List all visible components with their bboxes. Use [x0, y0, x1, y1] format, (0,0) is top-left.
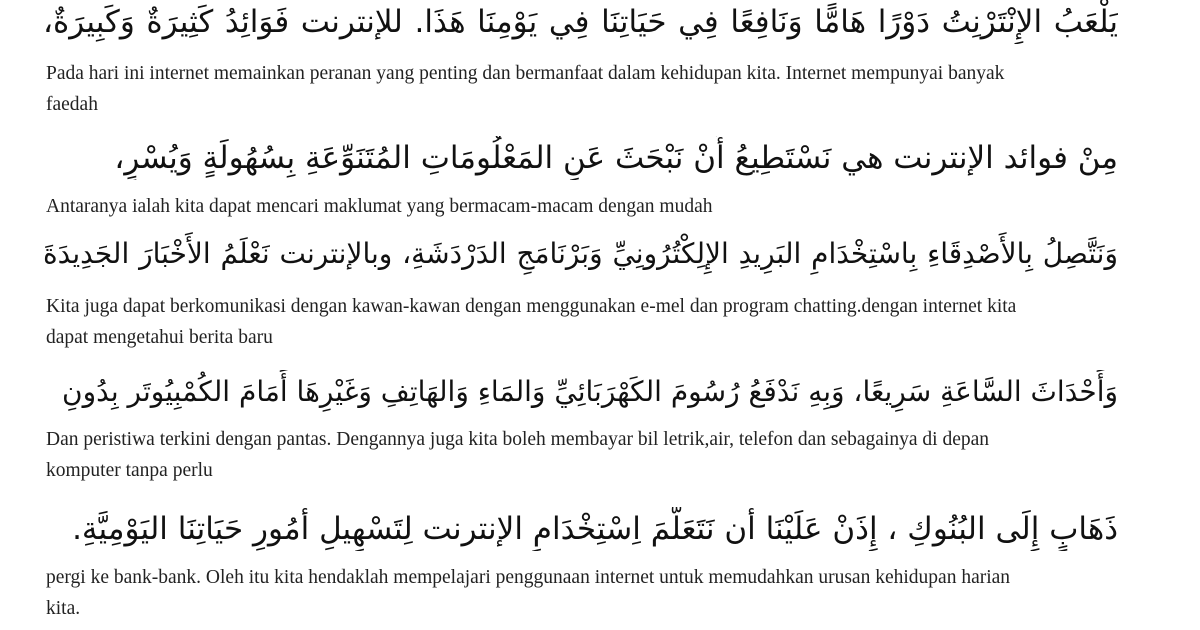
arabic-line-2: مِنْ فوائد الإنترنت هي نَسْتَطِيعُ أَنْ نَبْحَثَ عَنِ المَعْلُومَاتِ المُتَنَوِّعَةِ بِسُهُولَةٍ وَيُسْرٍ، — [114, 140, 1118, 176]
malay-translation-2: Antaranya ialah kita dapat mencari maklumat yang bermacam-macam dengan mudah — [46, 196, 713, 217]
arabic-line-5: ذَهَابٍ إِلَى البُنُوكِ ، إِذَنْ عَلَيْنَا أن نَتَعَلَّمَ اِسْتِخْدَامِ الإنترنت لِتَسْهِيلِ أُمُورِ حَيَاتِنَا اليَوْمِيَّةِ. — [72, 511, 1118, 547]
malay-translation-1: Pada hari ini internet memainkan peranan yang penting dan bermanfaat dalam kehidupan kita. Internet mempunyai banyak faedah — [46, 63, 1005, 115]
malay-translation-5: pergi ke bank-bank. Oleh itu kita hendaklah mempelajari penggunaan internet untuk memudahkan urusan kehidupan harian kita. — [46, 567, 1011, 619]
malay-translation-4: Dan peristiwa terkini dengan pantas. Dengannya juga kita boleh membayar bil letrik,air, telefon dan sebagainya di depan komputer tanpa perlu — [46, 429, 990, 481]
malay-translation-3: Kita juga dapat berkomunikasi dengan kawan-kawan dengan menggunakan e-mel dan program chatting.dengan internet kita dapat mengetahui berita baru — [46, 296, 1017, 348]
arabic-line-3: وَنَتَّصِلُ بِالأَصْدِقَاءِ بِاسْتِخْدَامِ البَرِيدِ الإِلِكْتُرُونِيِّ وَبَرْنَامَجِ الدَرْدَشَةِ، وبالإنترنت نَعْلَمُ الأَخْبَارَ الجَدِيدَةَ — [43, 237, 1118, 270]
arabic-line-1: يَلْعَبُ الإِنْتَرْنِتُ دَوْرًا هَامًّا وَنَافِعًا فِي حَيَاتِنَا فِي يَوْمِنَا هَذَا. للإنترنت فَوَائِدُ كَثِيرَةٌ وَكَبِيرَةٌ، — [43, 4, 1118, 40]
arabic-line-4: وَأَحْدَاثَ السَّاعَةِ سَرِيعًا، وَبِهِ نَدْفَعُ رُسُومَ الكَهْرَبَائِيِّ وَالمَاءِ وَالهَاتِفِ وَغَيْرِهَا أَمَامَ الكُمْبِيُوتَر بِدُونِ — [62, 375, 1118, 408]
